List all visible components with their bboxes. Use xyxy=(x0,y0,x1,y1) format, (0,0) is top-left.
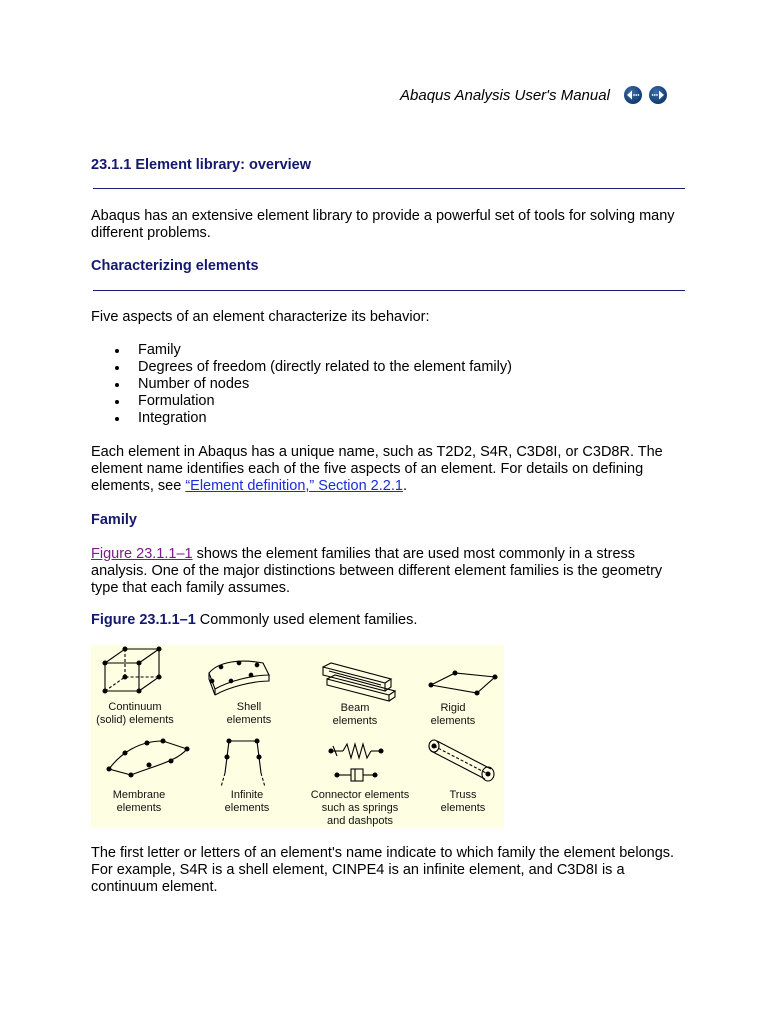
subsection-title-characterizing: Characterizing elements xyxy=(91,258,259,274)
element-definition-link[interactable]: “Element definition,” Section 2.2.1 xyxy=(185,478,403,494)
next-arrow-icon[interactable] xyxy=(649,86,667,104)
membrane-element-drawing xyxy=(107,739,189,777)
beam-label: Beam elements xyxy=(332,702,378,727)
connector-label: Connector elements such as springs and dashpots xyxy=(310,789,410,827)
beam-element-drawing xyxy=(323,663,395,701)
previous-arrow-icon[interactable] xyxy=(624,86,642,104)
section-intro: Abaqus has an extensive element library to provide a powerful set of tools for solving many different problems. xyxy=(91,208,675,241)
characterizing-intro: Five aspects of an element characterize its behavior: xyxy=(91,309,430,325)
subsection-divider xyxy=(93,290,685,291)
element-naming-paragraph xyxy=(91,444,685,495)
manual-header xyxy=(400,86,667,104)
infinite-label: Infinite elements xyxy=(224,789,270,814)
infinite-element-drawing xyxy=(221,739,265,787)
family-text: shows the element families that are used most commonly in a stress analysis. One of the major distinctions between different element families is the geometry type that each family assumes. xyxy=(91,546,663,596)
family-naming-paragraph: The first letter or letters of an element's name indicate to which family the element belongs. For example, S4R is a shell element, CINPE4 is an infinite element, and C3D8I is a continuum element. xyxy=(91,845,675,895)
figure-caption-text: Commonly used element families. xyxy=(195,612,418,628)
connector-element-drawing xyxy=(329,744,383,781)
continuum-label: Continuum (solid) elements xyxy=(96,701,174,726)
element-families-figure xyxy=(91,645,504,828)
section-title: 23.1.1 Element library: overview xyxy=(91,157,312,173)
list-item: Family xyxy=(91,342,512,359)
figure-reference-link[interactable]: Figure 23.1.1–1 xyxy=(91,546,193,562)
family-paragraph xyxy=(91,546,685,597)
subsection-title-family: Family xyxy=(91,512,137,528)
figure-number: Figure 23.1.1–1 xyxy=(91,612,196,628)
naming-text: Each element in Abaqus has a unique name, such as T2D2, S4R, C3D8I, or C3D8R. The element name identifies each of the five aspects of an element. For details on defining elements, see xyxy=(91,444,663,494)
continuum-element-drawing xyxy=(103,647,161,693)
list-item: Number of nodes xyxy=(91,376,512,393)
naming-text-end: . xyxy=(402,478,407,494)
truss-element-drawing xyxy=(429,740,494,781)
shell-element-drawing xyxy=(209,661,269,695)
section-divider xyxy=(93,188,685,189)
list-item: Degrees of freedom (directly related to the element family) xyxy=(91,359,512,376)
membrane-label: Membrane elements xyxy=(112,789,166,814)
rigid-label: Rigid elements xyxy=(430,702,476,727)
shell-label: Shell elements xyxy=(226,701,272,726)
aspects-list xyxy=(91,342,512,427)
truss-label: Truss elements xyxy=(440,789,486,814)
list-item: Integration xyxy=(91,410,512,427)
manual-title: Abaqus Analysis User's Manual xyxy=(400,86,610,104)
figure-caption xyxy=(91,612,417,628)
rigid-element-drawing xyxy=(429,671,497,695)
list-item: Formulation xyxy=(91,393,512,410)
